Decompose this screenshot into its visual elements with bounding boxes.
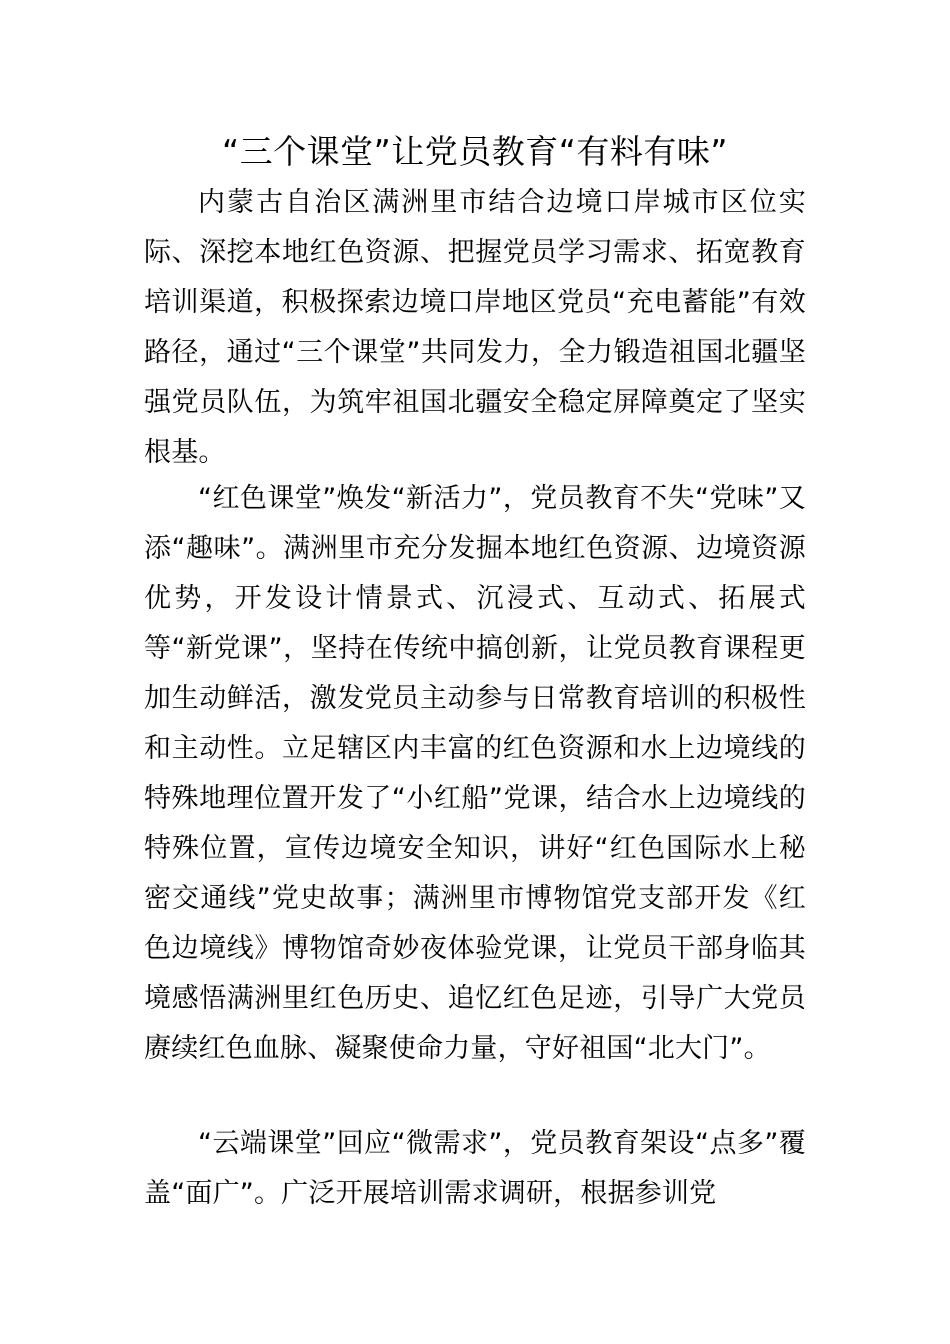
document-title: “三个课堂”让党员教育“有料有味”	[222, 132, 728, 171]
paragraph-intro: 内蒙古自治区满洲里市结合边境口岸城市区位实际、深挖本地红色资源、把握党员学习需求、拓宽教育培训渠道，积极探索边境口岸地区党员“充电蓄能”有效路径，通过“三个课堂”共同发力，全力锻造祖国北疆坚强党员队伍，为筑牢祖国北疆安全稳定屏障奠定了坚实根基。	[144, 187, 806, 468]
paragraph-cloud-classroom: “云端课堂”回应“微需求”，党员教育架设“点多”覆盖“面广”。广泛开展培训需求调研，根据参训党	[144, 1128, 806, 1209]
paragraph-red-classroom: “红色课堂”焕发“新活力”，党员教育不失“党味”又添“趣味”。满洲里市充分发掘本地红色资源、边境资源优势，开发设计情景式、沉浸式、互动式、拓展式等“新党课”，坚持在传统中搞创新，让党员教育课程更加生动鲜活，激发党员主动参与日常教育培训的积极性和主动性。立足辖区内丰富的红色资源和水上边境线的特殊地理位置开发了“小红船”党课，结合水上边境线的特殊位置，宣传边境安全知识，讲好“红色国际水上秘密交通线”党史故事；满洲里市博物馆党支部开发《红色边境线》博物馆奇妙夜体验党课，让党员干部身临其境感悟满洲里红色历史、追忆红色足迹，引导广大党员赓续红色血脉、凝聚使命力量，守好祖国“北大门”。	[144, 483, 806, 1064]
